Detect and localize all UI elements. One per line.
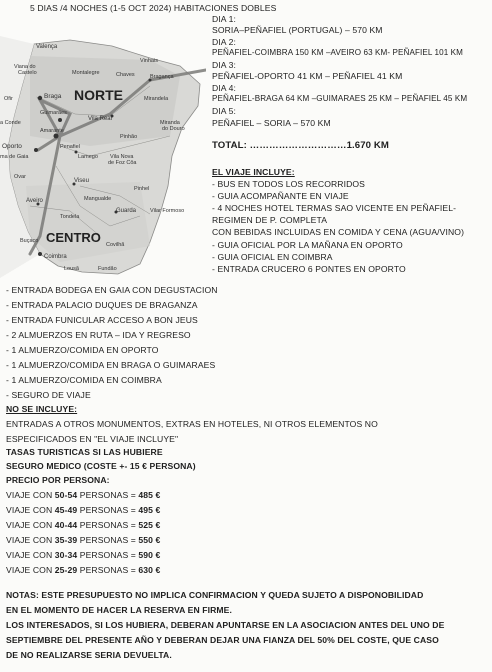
price-row-label: VIAJE CON [6,520,55,530]
price-row-price: 550 € [138,535,161,545]
map-label-douro: do Douro [162,126,185,132]
price-row-range: 45-49 [54,505,78,515]
price-row-range: 30-34 [54,550,78,560]
map-label-lousa: Lousã [64,266,79,272]
map-label-vinhais: Vinhais [140,58,158,64]
price-row-label: VIAJE CON [6,535,55,545]
map-label-montalegre: Montalegre [72,70,100,76]
notes-line: EN EL MOMENTO DE HACER LA RESERVA EN FIRME. [6,605,233,615]
price-row [6,490,160,500]
itinerary-day-3: DIA 3: [212,60,237,70]
price-row [6,565,160,575]
itinerary-day-2: DIA 2: [212,37,237,47]
map-label-guarda: Guarda [116,208,137,214]
map-label-foz2: de Foz Côa [108,160,137,166]
itinerary-route-4: PEÑAFIEL-BRAGA 64 KM –GUIMARAES 25 KM – PEÑAFIEL 45 KM [212,94,468,103]
map-label-pinhel: Pinhel [134,186,150,192]
map-label-bucaco: Buçaco [20,238,39,244]
price-row-price: 485 € [138,490,161,500]
price-row [6,520,160,530]
price-row-price: 525 € [138,520,161,530]
map-label-fundao: Fundão [98,266,117,272]
map-label-chaves: Chaves [116,72,135,78]
map-label-viseu: Viseu [74,178,89,184]
map-label-aveiro: Aveiro [26,198,43,204]
includes-more-item: - 2 ALMUERZOS EN RUTA – IDA Y REGRESO [6,330,191,340]
map-label-mangualde: Mangualde [84,196,112,202]
map-label-foz: Vila Nova [110,154,134,160]
includes-more-item: - 1 ALMUERZO/COMIDA EN COIMBRA [6,375,162,385]
includes-item: - BUS EN TODOS LOS RECORRIDOS [212,179,366,189]
excludes-line: ESPECIFICADOS EN "EL VIAJE INCLUYE" [6,434,179,444]
includes-more-item: - ENTRADA FUNICULAR ACCESO A BON JEUS [6,315,198,325]
itinerary-route-1: SORIA–PEÑAFIEL (PORTUGAL) – 570 KM [212,25,383,35]
price-row-range: 40-44 [54,520,78,530]
price-row-range: 50-54 [54,490,78,500]
map-label-amarante: Amarante [40,128,64,134]
map-label-braga: Braga [44,93,62,100]
includes-more-item: - SEGURO DE VIAJE [6,390,91,400]
price-row-text: PERSONAS = [77,520,139,530]
insurance-note: SEGURO MEDICO (COSTE +- 15 € PERSONA) [6,461,196,471]
includes-more-item: - 1 ALMUERZO/COMIDA EN OPORTO [6,345,159,355]
map-label-mira: a Conde [0,120,21,126]
includes-more-item: - ENTRADA PALACIO DUQUES DE BRAGANZA [6,300,198,310]
price-row [6,505,160,515]
includes-item: - ENTRADA CRUCERO 6 PONTES EN OPORTO [212,264,406,274]
price-row-text: PERSONAS = [77,565,139,575]
itinerary-route-2: PEÑAFIEL-COIMBRA 150 KM –AVEIRO 63 KM- PEÑAFIEL 101 KM [212,48,463,57]
includes-item: - GUIA OFICIAL EN COIMBRA [212,252,333,262]
itinerary-day-4: DIA 4: [212,83,237,93]
document-header: 5 DIAS /4 NOCHES (1-5 OCT 2024) HABITACIONES DOBLES [30,3,277,13]
price-row-price: 495 € [138,505,161,515]
itinerary-day-1: DIA 1: [212,14,237,24]
includes-more-item: - 1 ALMUERZO/COMIDA EN BRAGA O GUIMARAES [6,360,216,370]
price-row-range: 25-29 [54,565,78,575]
price-row-price: 590 € [138,550,161,560]
map-label-ovar: Ovar [14,174,26,180]
includes-title: EL VIAJE INCLUYE: [212,167,295,177]
map-label-castelo: Castelo [18,70,37,76]
price-row-range: 35-39 [54,535,78,545]
price-row-price: 630 € [138,565,161,575]
map-label-viana: Viana do [14,64,36,70]
price-title: PRECIO POR PERSONA: [6,475,110,485]
taxes-note: TASAS TURISTICAS SI LAS HUBIERE [6,447,163,457]
notes-line: NOTAS: ESTE PRESUPUESTO NO IMPLICA CONFIRMACION Y QUEDA SUJETO A DISPONOBILIDAD [6,590,424,600]
map-label-pinhao: Pinhão [120,134,138,140]
excludes-title: NO SE INCLUYE: [6,404,78,414]
map-label-braganca: Bragança [150,74,174,80]
route-map [0,36,206,278]
map-label-oporto: Oporto [2,143,22,150]
map-label-miranda: Miranda [160,120,180,126]
includes-item: - GUIA ACOMPAÑANTE EN VIAJE [212,191,349,201]
map-label-tondela: Tondela [60,214,80,220]
map-label-guimaraes: Guimarães [40,110,67,116]
includes-item: - GUIA OFICIAL POR LA MAÑANA EN OPORTO [212,240,403,250]
price-row-label: VIAJE CON [6,490,55,500]
map-label-coimbra: Coimbra [44,254,67,260]
itinerary-route-3: PEÑAFIEL-OPORTO 41 KM – PEÑAFIEL 41 KM [212,71,403,81]
includes-item: REGIMEN DE P. COMPLETA [212,215,328,225]
map-region-centro: CENTRO [46,230,101,245]
itinerary-day-5: DIA 5: [212,106,237,116]
map-label-mirandela: Mirandela [144,96,169,102]
price-row-label: VIAJE CON [6,505,55,515]
includes-item: CON BEBIDAS INCLUIDAS EN COMIDA Y CENA (AGUA/VINO) [212,227,465,237]
map-label-gaia: ma de Gaia [0,154,29,160]
notes-line: LOS INTERESADOS, SI LOS HUBIERA, DEBERAN APUNTARSE EN LA ASOCIACION ANTES DEL UNO DE [6,620,445,630]
map-region-norte: NORTE [74,87,123,103]
map-label-covilha: Covilhã [106,242,125,248]
map-label-vila-real: Vila Real [88,116,112,122]
price-row-label: VIAJE CON [6,565,55,575]
map-label-vilar: Vilar Formoso [150,208,185,214]
includes-more-item: - ENTRADA BODEGA EN GAIA CON DEGUSTACION [6,285,218,295]
price-row-text: PERSONAS = [77,550,139,560]
map-label-valenca: Valença [36,44,58,50]
total-distance: TOTAL: …………………………1.670 KM [212,140,389,151]
map-label-penafiel: Penafiel [60,144,80,150]
price-row [6,535,160,545]
excludes-line: ENTRADAS A OTROS MONUMENTOS, EXTRAS EN HOTELES, NI OTROS ELEMENTOS NO [6,419,378,429]
includes-item: - 4 NOCHES HOTEL TERMAS SAO VICENTE EN PEÑAFIEL- [212,203,457,213]
price-row-label: VIAJE CON [6,550,55,560]
map-label-lamego: Lamego [78,154,98,160]
itinerary-route-5: PEÑAFIEL – SORIA – 570 KM [212,118,331,128]
price-row-text: PERSONAS = [77,535,139,545]
notes-line: DE NO REALIZARSE SERIA DEVUELTA. [6,650,172,660]
price-row-text: PERSONAS = [77,505,139,515]
price-row-text: PERSONAS = [77,490,139,500]
notes-line: SEPTIEMBRE DEL PRESENTE AÑO Y DEBERAN DEJAR UNA FIANZA DEL 50% DEL COSTE, QUE CASO [6,635,439,645]
map-label-ofir: Ofir [4,96,13,102]
price-row [6,550,160,560]
